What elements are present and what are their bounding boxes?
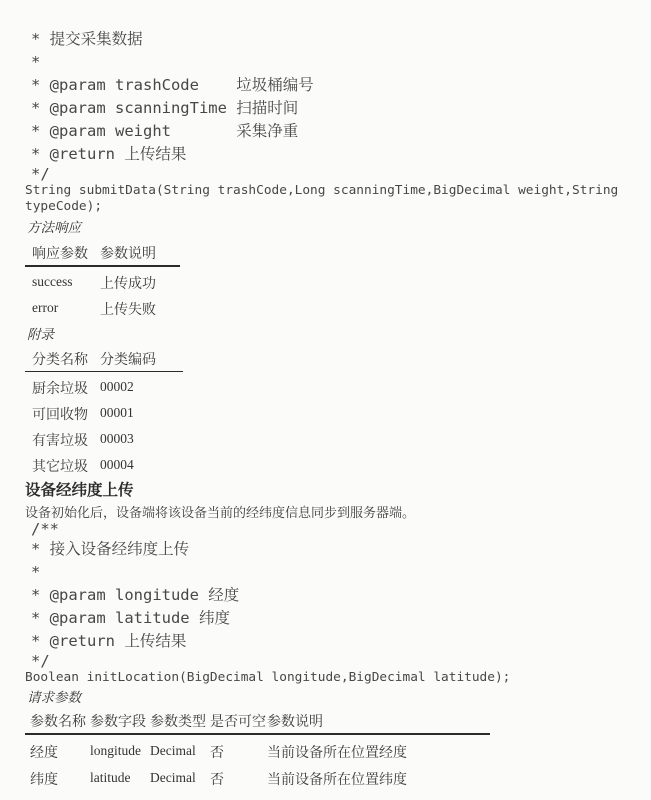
column-header: 参数说明 <box>100 245 156 261</box>
response-table <box>25 244 637 319</box>
comment-line-open: /** <box>31 520 59 538</box>
section-heading-location-upload: 设备经纬度上传 <box>25 482 134 499</box>
table-row <box>32 372 637 398</box>
response-table-header <box>32 244 637 262</box>
table-cell-desc: 上传成功 <box>100 274 156 291</box>
table-cell-desc: 上传失败 <box>100 300 156 317</box>
column-header: 参数类型 <box>150 713 206 729</box>
javadoc-comment-submit <box>25 28 637 183</box>
table-row <box>32 398 637 424</box>
signature-line: String submitData(String trashCode,Long scanningTime,BigDecimal weight,String <box>25 183 619 198</box>
table-cell-name: 可回收物 <box>32 406 88 422</box>
table-row <box>32 293 637 319</box>
request-params-heading: 请求参数 <box>27 690 81 705</box>
section-intro-text: 设备初始化后，设备端将该设备当前的经纬度信息同步到服务器端。 <box>25 505 416 520</box>
table-cell-field: longitude <box>90 743 141 758</box>
javadoc-comment-initlocation <box>25 521 637 670</box>
comment-line-close: */ <box>31 165 50 183</box>
comment-line-return: * @return 上传结果 <box>31 632 187 650</box>
table-cell-param: success <box>32 273 73 289</box>
signature-line: typeCode); <box>25 199 103 214</box>
table-row <box>32 267 637 293</box>
column-header: 分类编码 <box>100 350 156 367</box>
column-header: 参数名称 <box>30 713 86 729</box>
table-cell-desc: 当前设备所在位置经度 <box>267 744 407 760</box>
column-header: 是否可空 <box>210 713 266 729</box>
comment-line: * 接入设备经纬度上传 <box>31 540 190 558</box>
table-row <box>32 424 637 450</box>
comment-line-param-latitude: * @param latitude 纬度 <box>31 609 230 627</box>
table-cell-name: 其它垃圾 <box>32 458 88 474</box>
table-cell-type: Decimal <box>150 770 196 785</box>
table-cell-nullable: 否 <box>210 771 224 787</box>
table-cell-name: 厨余垃圾 <box>32 380 88 396</box>
appendix-heading: 附录 <box>27 326 54 342</box>
request-table <box>25 712 637 789</box>
comment-line-param-trashcode: * @param trashCode 垃圾桶编号 <box>31 76 314 94</box>
table-cell-nullable: 否 <box>210 744 224 760</box>
comment-line-return: * @return 上传结果 <box>31 145 187 163</box>
table-row <box>32 450 637 476</box>
table-cell-code: 00004 <box>100 457 134 472</box>
table-cell-name: 经度 <box>30 744 58 760</box>
table-cell-code: 00002 <box>100 379 134 394</box>
comment-line: * <box>31 563 41 581</box>
category-table-header <box>32 350 637 368</box>
column-header: 响应参数 <box>32 245 88 261</box>
signature-line: Boolean initLocation(BigDecimal longitude,BigDecimal latitude); <box>25 670 511 685</box>
comment-line-close: */ <box>31 652 50 670</box>
request-table-header <box>30 712 637 730</box>
comment-line: * <box>31 53 41 71</box>
comment-line: * 提交采集数据 <box>31 30 143 48</box>
column-header: 参数说明 <box>267 713 323 729</box>
table-cell-param: error <box>32 299 59 315</box>
category-table <box>25 350 637 477</box>
table-cell-code: 00001 <box>100 405 134 420</box>
table-cell-desc: 当前设备所在位置纬度 <box>267 771 407 787</box>
method-signature-submitdata <box>25 183 637 215</box>
table-row <box>30 735 637 762</box>
method-signature-initlocation <box>25 670 637 686</box>
method-response-heading: 方法响应 <box>27 220 81 235</box>
comment-line-param-weight: * @param weight 采集净重 <box>31 122 299 140</box>
table-row <box>30 762 637 789</box>
table-cell-name: 纬度 <box>30 771 58 787</box>
table-cell-name: 有害垃圾 <box>32 432 88 448</box>
comment-line-param-scanningtime: * @param scanningTime 扫描时间 <box>31 99 299 117</box>
table-cell-type: Decimal <box>150 743 196 758</box>
comment-line-param-longitude: * @param longitude 经度 <box>31 586 240 604</box>
table-cell-code: 00003 <box>100 431 134 446</box>
column-header: 参数字段 <box>90 713 146 729</box>
column-header: 分类名称 <box>32 350 88 367</box>
table-cell-field: latitude <box>90 770 131 785</box>
